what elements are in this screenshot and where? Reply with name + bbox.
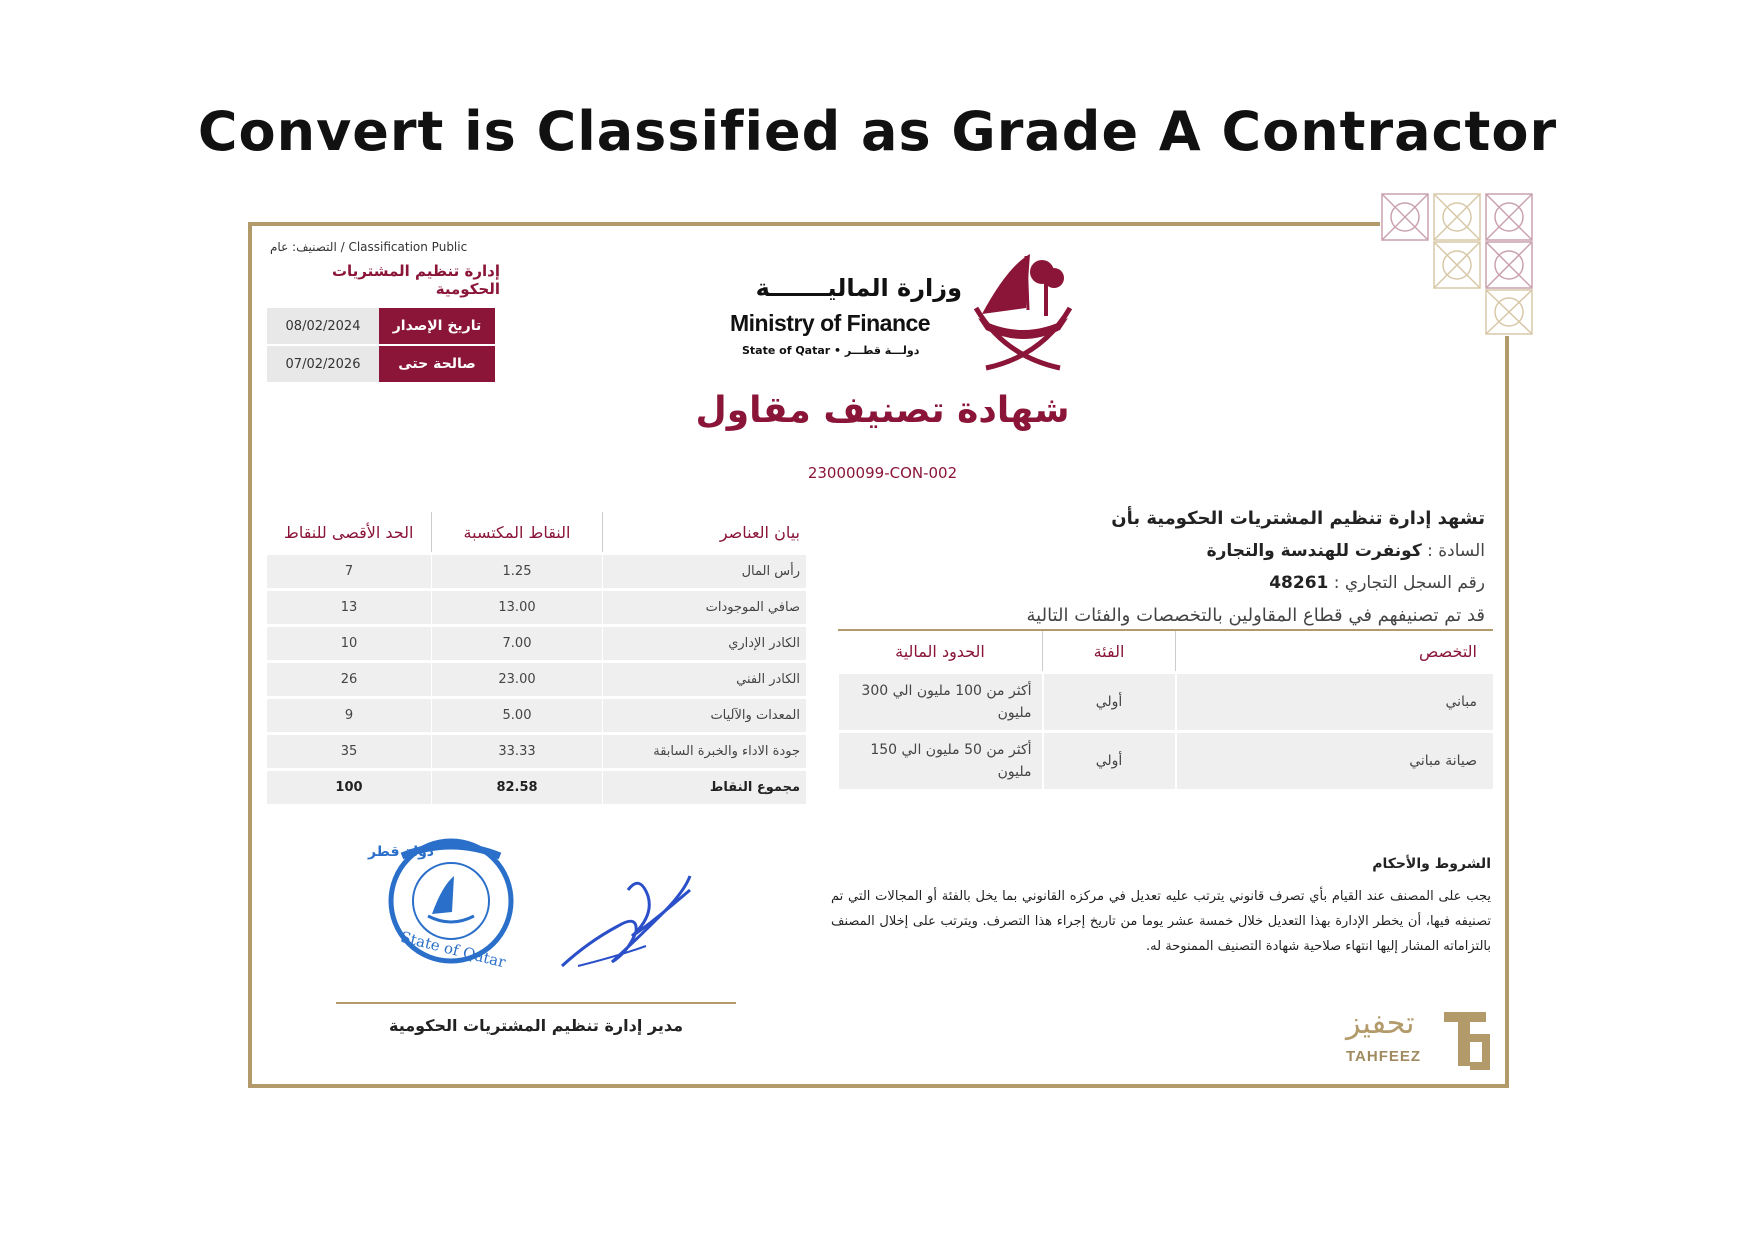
company-name: كونفرت للهندسة والتجارة bbox=[1206, 541, 1422, 561]
certificate-title: شهادة تصنيف مقاول bbox=[695, 390, 1070, 431]
terms-text: يجب على المصنف عند القيام بأي تصرف قانوني يترتب عليه تعديل في مركزه القانوني بما يخل بالفئة أو المجالات التي تم تصنيفه فيها، أن يخطر الإدارة بهذا التعديل خلال خمسة عشر يوما من تاريخ إجراء هذا التصرف. ويترتب على إخلال المصنف بالتزاماته المشار إليها انتهاء صلاحية شهادة التصنيف الممنوحة له. bbox=[831, 889, 1491, 954]
signature-icon bbox=[558, 866, 698, 976]
spec-limits: أكثر من 50 مليون الي 150 مليون bbox=[838, 732, 1043, 790]
statement-company-line bbox=[925, 541, 1485, 561]
signature-line bbox=[336, 1002, 736, 1004]
spec-name: مباني bbox=[1176, 673, 1494, 732]
score-name: المعدات والآليات bbox=[603, 698, 807, 734]
statement-line-1: تشهد إدارة تنظيم المشتريات الحكومية بأن bbox=[1111, 508, 1485, 529]
score-name: جودة الاداء والخبرة السابقة bbox=[603, 734, 807, 770]
certificate-number: 23000099-CON-002 bbox=[807, 464, 958, 482]
issue-date-value: 08/02/2024 bbox=[267, 308, 379, 344]
spec-header-grade: الفئة bbox=[1043, 630, 1176, 673]
score-name: رأس المال bbox=[603, 554, 807, 590]
table-row bbox=[267, 626, 807, 662]
terms-heading: الشروط والأحكام bbox=[1372, 856, 1491, 872]
cr-label: رقم السجل التجاري : bbox=[1333, 573, 1485, 593]
qatar-emblem-icon bbox=[968, 246, 1078, 376]
score-earned: 5.00 bbox=[432, 698, 603, 734]
spec-header-limits: الحدود المالية bbox=[838, 630, 1043, 673]
score-total-earned: 82.58 bbox=[432, 770, 603, 805]
statement-cr-line bbox=[925, 573, 1485, 593]
certification-statement bbox=[925, 508, 1485, 626]
score-name: صافي الموجودات bbox=[603, 590, 807, 626]
spec-grade: أولي bbox=[1043, 732, 1176, 790]
score-name: الكادر الإداري bbox=[603, 626, 807, 662]
scores-header-max: الحد الأقصى للنقاط bbox=[267, 512, 432, 554]
table-row bbox=[267, 698, 807, 734]
scores-header-name: بيان العناصر bbox=[603, 512, 807, 554]
table-row bbox=[267, 734, 807, 770]
score-max: 13 bbox=[267, 590, 432, 626]
table-row bbox=[267, 590, 807, 626]
score-earned: 23.00 bbox=[432, 662, 603, 698]
total-row bbox=[267, 770, 807, 805]
seal-top-text: دولة قطر bbox=[367, 844, 434, 860]
spec-limits: أكثر من 100 مليون الي 300 مليون bbox=[838, 673, 1043, 732]
statement-line-4: قد تم تصنيفهم في قطاع المقاولين بالتخصصات والفئات التالية bbox=[1026, 605, 1485, 626]
tahfeez-ar: تحفيز bbox=[1346, 1006, 1415, 1041]
tahfeez-mark-icon bbox=[1440, 1008, 1490, 1070]
certificate bbox=[248, 222, 1509, 1088]
ministry-name-en: Ministry of Finance bbox=[730, 310, 931, 336]
issue-date-box bbox=[267, 308, 495, 344]
spec-header-specialization: التخصص bbox=[1176, 630, 1494, 673]
spec-grade: أولي bbox=[1043, 673, 1176, 732]
score-max: 35 bbox=[267, 734, 432, 770]
score-max: 26 bbox=[267, 662, 432, 698]
spec-name: صيانة مباني bbox=[1176, 732, 1494, 790]
score-earned: 33.33 bbox=[432, 734, 603, 770]
department-name: إدارة تنظيم المشتريات الحكومية bbox=[331, 262, 500, 298]
table-row bbox=[838, 673, 1493, 732]
scores-header-earned: النقاط المكتسبة bbox=[432, 512, 603, 554]
official-seal-icon bbox=[367, 836, 520, 972]
valid-until-box bbox=[267, 346, 495, 382]
decorative-pattern bbox=[1380, 192, 1540, 336]
score-earned: 7.00 bbox=[432, 626, 603, 662]
score-name: الكادر الفني bbox=[603, 662, 807, 698]
score-max: 9 bbox=[267, 698, 432, 734]
sir-label: السادة : bbox=[1427, 541, 1485, 561]
pattern-icon bbox=[1380, 192, 1540, 336]
score-max: 7 bbox=[267, 554, 432, 590]
table-row bbox=[267, 662, 807, 698]
table-row bbox=[267, 554, 807, 590]
valid-until-label: صالحة حتى bbox=[379, 346, 495, 382]
state-name: State of Qatar • دولـــة قطـــر bbox=[742, 344, 920, 357]
slide-title: Convert is Classified as Grade A Contractor bbox=[197, 100, 1558, 163]
score-earned: 1.25 bbox=[432, 554, 603, 590]
ministry-name-ar: وزارة الماليـــــــة bbox=[755, 274, 962, 302]
seal-ring-text: State of Qatar bbox=[398, 927, 508, 972]
scores-table bbox=[266, 512, 806, 804]
table-row bbox=[838, 732, 1493, 790]
tahfeez-en: TAHFEEZ bbox=[1346, 1048, 1422, 1065]
score-total-max: 100 bbox=[267, 770, 432, 805]
valid-until-value: 07/02/2026 bbox=[267, 346, 379, 382]
tahfeez-logo bbox=[1342, 1004, 1492, 1074]
signer-title: مدير إدارة تنظيم المشتريات الحكومية bbox=[388, 1016, 683, 1035]
classification-label: التصنيف: عام / Classification Public bbox=[270, 240, 468, 254]
score-total-label: مجموع النقاط bbox=[603, 770, 807, 805]
score-earned: 13.00 bbox=[432, 590, 603, 626]
issue-date-label: تاريخ الإصدار bbox=[379, 308, 495, 344]
terms-section bbox=[831, 856, 1491, 959]
cr-number: 48261 bbox=[1269, 573, 1329, 593]
score-max: 10 bbox=[267, 626, 432, 662]
specializations-table bbox=[837, 629, 1493, 789]
certificate-meta bbox=[270, 240, 500, 298]
ministry-logo bbox=[722, 246, 1082, 376]
